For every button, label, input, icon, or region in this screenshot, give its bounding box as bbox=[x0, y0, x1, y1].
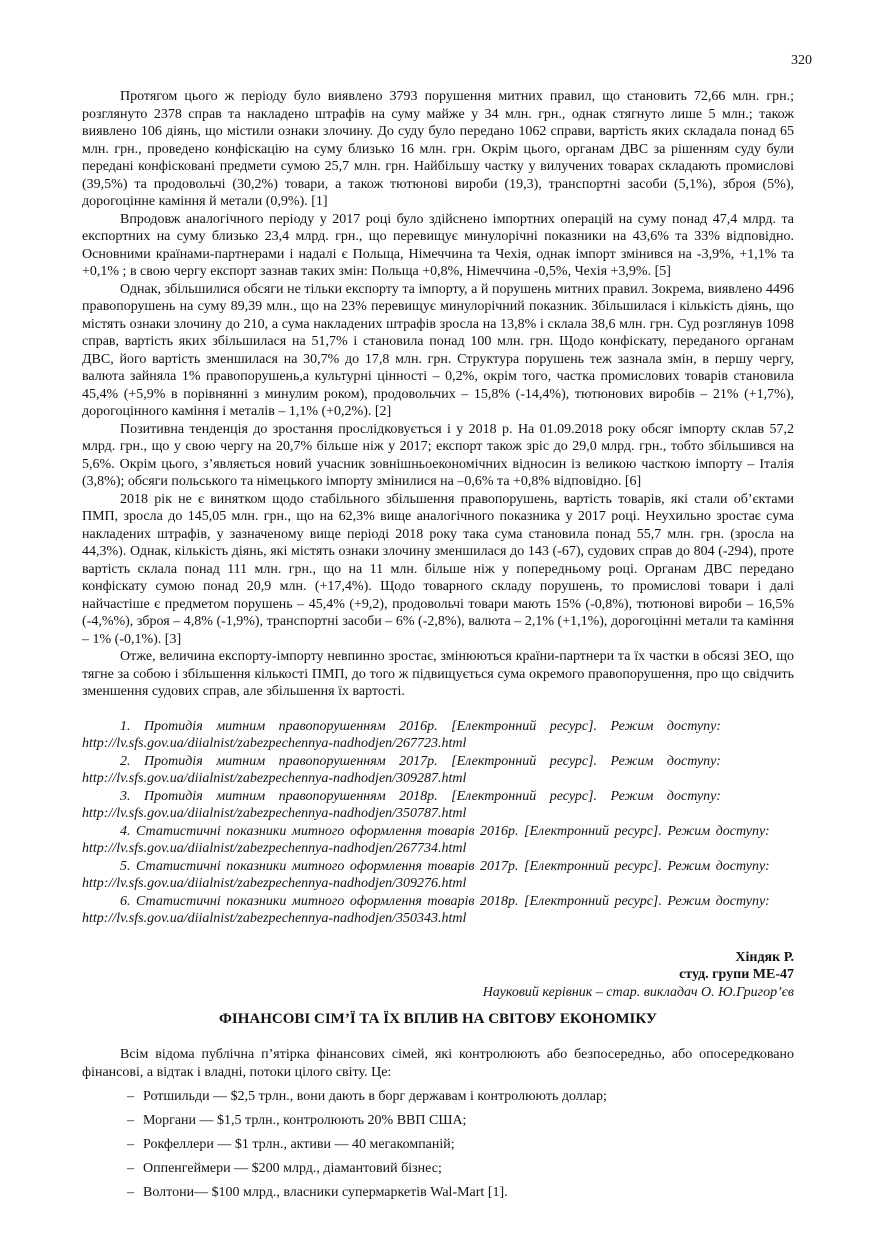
article-title: ФІНАНСОВІ СІМ’Ї ТА ЇХ ВПЛИВ НА СВІТОВУ ЕКОНОМІКУ bbox=[219, 1011, 657, 1027]
list-item-text: Ротшильди — $2,5 трлн., вони дають в борг державам і контролюють доллар; bbox=[143, 1089, 607, 1104]
paragraph: Протягом цього ж періоду було виявлено 3793 порушення митних правил, що становить 72,66 млн. грн.; розглянуто 2378 справ та накладено штрафів на суму майже у 34 млн. грн., однак стягнуто лише 5 млн.; також виявлено 106 діянь, що містили ознаки злочину. До суду було передано 1062 справи, вартість яких складала понад 65 млн. грн., проведено конфіскацію на суму близько 16 млн. грн. Окрім цього, органам ДВС за рішенням суду були передані конфісковані предмети сумою 25,7 млн. грн. Найбільшу частку у вилучених товарах складають промислові (39,5%) та продовольчі (30,2%) товари, а також тютюнові вироби (19,3), транспортні засоби (5,1%), зброя (5%), дорогоцінне каміння й метали (0,9%). [1] bbox=[82, 89, 794, 209]
dash-marker: – bbox=[127, 1113, 134, 1128]
list-item bbox=[82, 1136, 794, 1154]
dash-marker: – bbox=[127, 1089, 134, 1104]
reference-citation: 6. Статистичні показники митного оформлення товарів 2018р. [Електронний ресурс]. Режим доступу: bbox=[120, 893, 770, 909]
paragraph: 2018 рік не є винятком щодо стабільного збільшення правопорушень, вартість товарів, які стали об’єктами ПМП, зросла до 145,05 млн. грн., що на 62,3% вище аналогічного показника у 2017 році. Неухильно зростає сума накладених штрафів, у зазначеному вище періоді 2018 року така сума становила понад 55,7 млн. грн. (зросла на 44,3%). Однак, кількість діянь, які містять ознаки злочину зменшилася до 143 (-67), судових справ до 804 (-294), проте вартість склала понад 111 млн. грн., що на 11 млн. більше ніж у попередньому році. Органам ДВС передано конфіскату сумою понад 20,9 млн. (+17,4%). Щодо товарного складу порушень, то промислові товари і далі найчастіше є предметом порушень – 45,4% (+9,2), продовольчі товари мають 15% (-0,8%), тютюнові вироби – 16,5% (-4,%%), зброя – 4,8% (-1,9%), транспортні засоби – 6% (-2,8%), валюта – 2,1% (+1,1%), дорогоцінні метали та каміння – 1% (-0,1%). [3] bbox=[82, 491, 794, 647]
reference-citation: 5. Статистичні показники митного оформлення товарів 2017р. [Електронний ресурс]. Режим доступу: bbox=[120, 858, 770, 874]
scientific-advisor: Науковий керівник – стар. викладач О. Ю.Григор’єв bbox=[482, 984, 794, 1000]
reference-url: http://lv.sfs.gov.ua/diialnist/zabezpechennya-nadhodjen/267734.html bbox=[82, 841, 467, 856]
paragraph: Впродовж аналогічного періоду у 2017 році було здійснено імпортних операцій на суму понад 47,4 млрд. та експортних на суму близько 23,4 млрд. грн., що перевищує минулорічні показники на 43,6% та 33% відповідно. Основними країнами-партнерами і надалі є Польща, Німеччина та Чехія, однак імпорт змінився на -3,9%, +1,1% та +0,1% ; в свою чергу експорт зазнав таких змін: Польща +0,8%, Німеччина -0,5%, Чехія +3,9%. [5] bbox=[82, 211, 794, 279]
author-group: студ. групи МЕ-47 bbox=[679, 967, 794, 982]
prev-article-text bbox=[82, 88, 794, 701]
families-list bbox=[82, 1088, 794, 1202]
list-item bbox=[82, 1184, 794, 1202]
list-item bbox=[82, 1160, 794, 1178]
reference-url: http://lv.sfs.gov.ua/diialnist/zabezpechennya-nadhodjen/267723.html bbox=[82, 736, 467, 751]
list-item bbox=[82, 1112, 794, 1130]
reference-url: http://lv.sfs.gov.ua/diialnist/zabezpechennya-nadhodjen/309287.html bbox=[82, 771, 467, 786]
page-number: 320 bbox=[791, 53, 812, 68]
list-item bbox=[82, 1088, 794, 1106]
reference-url: http://lv.sfs.gov.ua/diialnist/zabezpechennya-nadhodjen/350787.html bbox=[82, 806, 467, 821]
list-item-text: Моргани — $1,5 трлн., контролюють 20% ВВП США; bbox=[143, 1113, 467, 1128]
references-list bbox=[82, 718, 794, 928]
reference-item bbox=[82, 823, 794, 858]
reference-url: http://lv.sfs.gov.ua/diialnist/zabezpechennya-nadhodjen/309276.html bbox=[82, 876, 467, 891]
reference-citation: 3. Протидія митним правопорушенням 2018р. [Електронний ресурс]. Режим доступу: bbox=[120, 788, 721, 804]
list-item-text: Оппенгеймери — $200 млрд., діамантовий бізнес; bbox=[143, 1161, 442, 1176]
list-item-text: Рокфеллери — $1 трлн., активи — 40 мегакомпаній; bbox=[143, 1137, 455, 1152]
paragraph: Отже, величина експорту-імпорту невпинно зростає, змінюються країни-партнери та їх частки в обсязі ЗЕО, що тягне за собою і збільшення кількості ПМП, до того ж підвищується сума окремого правопорушення, про що свідчить зменшення судових справ, але збільшення їх вартості. bbox=[82, 649, 794, 699]
list-item-text: Волтони— $100 млрд., власники супермаркетів Wal-Mart [1]. bbox=[143, 1185, 508, 1200]
reference-item bbox=[82, 718, 794, 753]
page-content bbox=[82, 88, 794, 1208]
reference-citation: 4. Статистичні показники митного оформлення товарів 2016р. [Електронний ресурс]. Режим доступу: bbox=[120, 823, 770, 839]
reference-item bbox=[82, 858, 794, 893]
reference-item bbox=[82, 893, 794, 928]
dash-marker: – bbox=[127, 1161, 134, 1176]
dash-marker: – bbox=[127, 1137, 134, 1152]
reference-url: http://lv.sfs.gov.ua/diialnist/zabezpechennya-nadhodjen/350343.html bbox=[82, 911, 467, 926]
article-intro: Всім відома публічна п’ятірка фінансових сімей, які контролюють або безпосередньо, або опосередковано фінансові, а відтак і владні, потоки цілого світу. Це: bbox=[82, 1047, 794, 1080]
reference-item bbox=[82, 788, 794, 823]
reference-citation: 1. Протидія митним правопорушенням 2016р. [Електронний ресурс]. Режим доступу: bbox=[120, 718, 721, 734]
reference-citation: 2. Протидія митним правопорушенням 2017р. [Електронний ресурс]. Режим доступу: bbox=[120, 753, 721, 769]
reference-item bbox=[82, 753, 794, 788]
paragraph: Позитивна тенденція до зростання прослідковується і у 2018 р. На 01.09.2018 року обсяг імпорту склав 57,2 млрд. грн., що у свою чергу на 20,7% більше ніж у 2017; експорт також зріс до 29,0 млрд. грн., тобто збільшився на 5,6%. Окрім цього, з’являється новий учасник зовнішньоекономічних відносин із великою часткою імпорту – Італія (3,8%); обсяги польського та німецького імпорту змінилися на –0,6% та +0,8% відповідно. [6] bbox=[82, 421, 794, 489]
author-block bbox=[82, 949, 794, 1002]
author-name: Хіндяк Р. bbox=[735, 949, 794, 965]
dash-marker: – bbox=[127, 1185, 134, 1200]
paragraph: Однак, збільшилися обсяги не тільки експорту та імпорту, а й порушень митних правил. Зокрема, виявлено 4496 правопорушень на суму 89,39 млн., що на 23% перевищує минулорічний показник. Збільшилася і кількість діянь, що містять ознаки злочину до 210, а сума накладених штрафів зросла на 13,8% і склала 38,6 млн. грн. Суд розглянув 1098 справ, вартість яких збільшилася на 51,7% і становила понад 100 млн. грн. Щодо конфіскату, переданого органам ДВС, його вартість зменшилася на 30,7% до 17,8 млн. грн. Структура порушень теж зазнала змін, в першу чергу, валюта зайняла 1% правопорушень,а культурні цінності – 0,2%, окрім того, частка промислових товарів становила 45,4% (+5,9% в порівнянні з минулим роком), продовольчих – 15,8% (-14,4%), тютюнових виробів – 21% (+1,7%), дорогоцінного каміння і металів – 1,1% (+0,2%). [2] bbox=[82, 281, 794, 419]
